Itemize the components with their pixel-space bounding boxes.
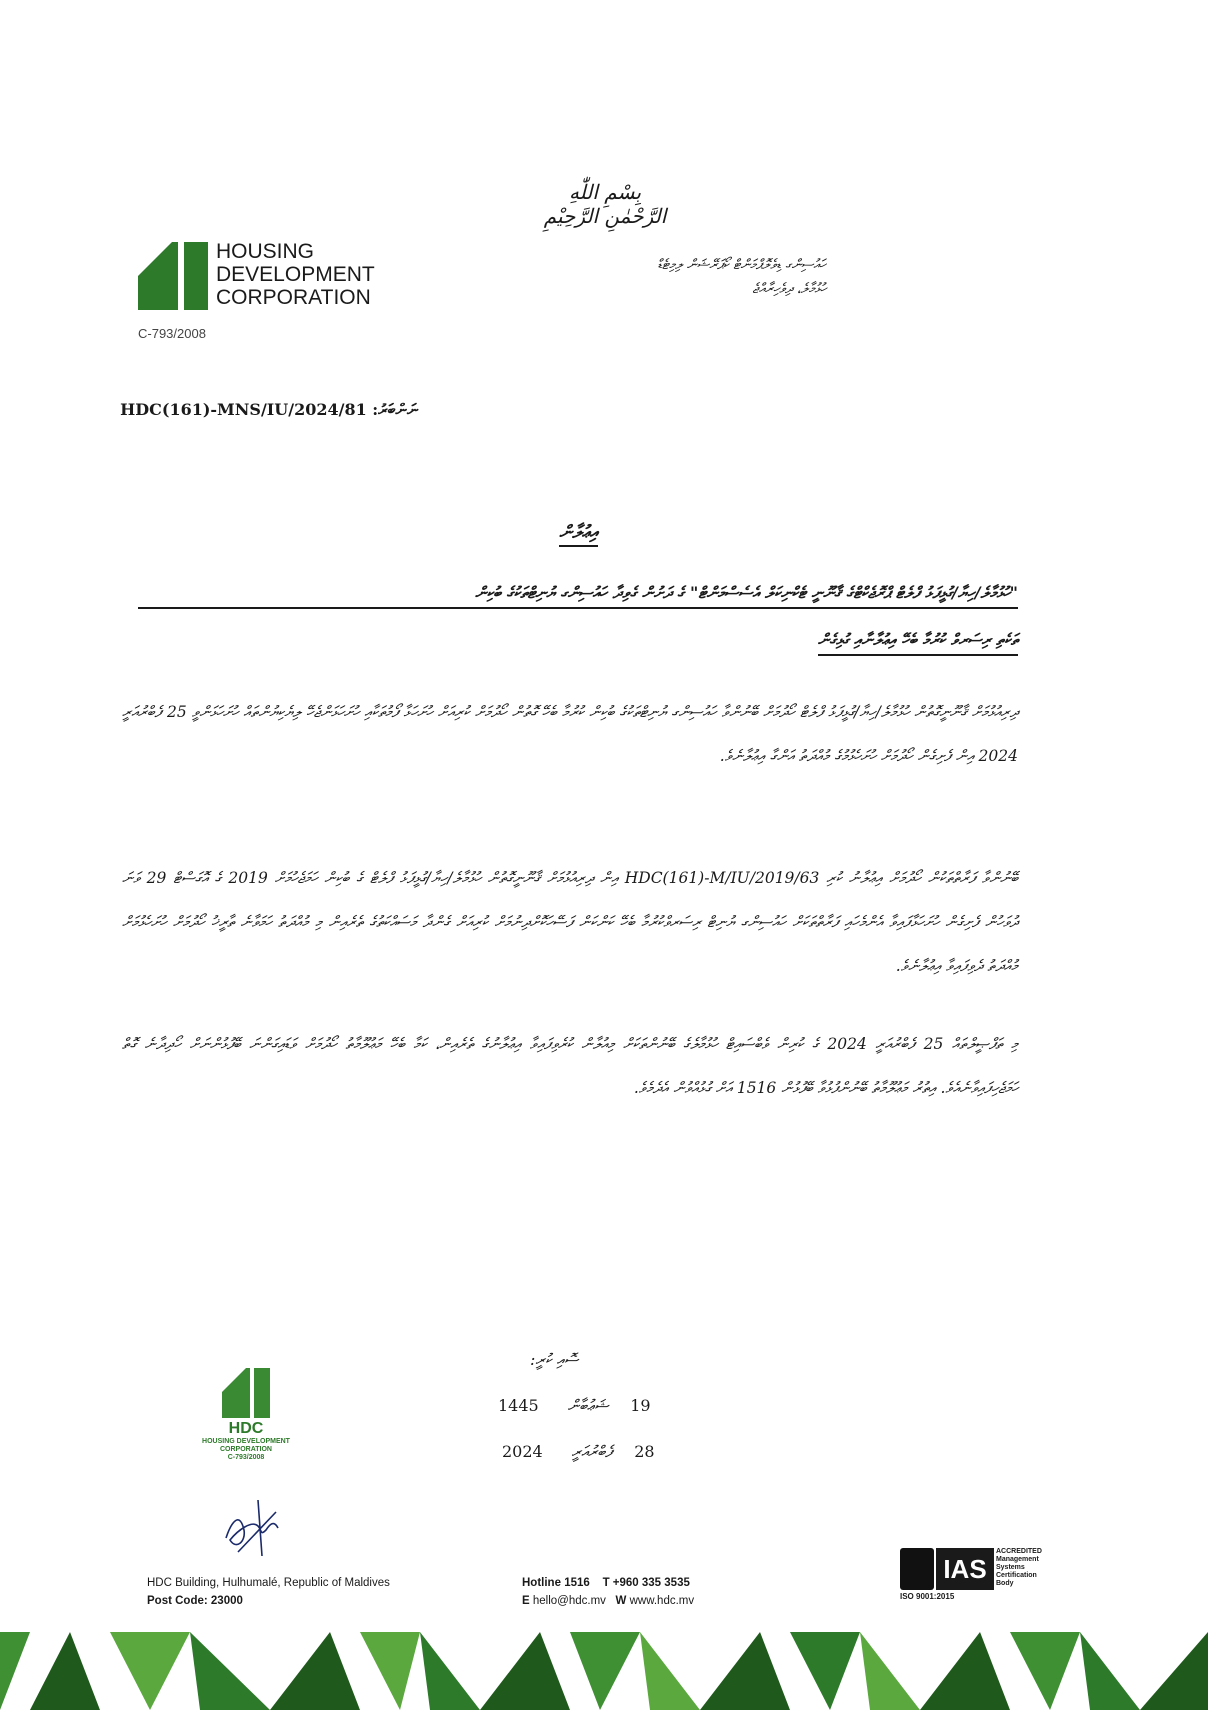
hijri-month: ޝަޢުބާން: [567, 1396, 609, 1415]
hotline-label: Hotline: [522, 1577, 561, 1589]
bismillah: بِسْمِ اللّٰهِ الرَّحْمٰنِ الرَّحِيْمِ: [543, 180, 667, 228]
footer-decorative-band: [0, 1632, 1208, 1710]
logo-wordmark: [216, 240, 375, 309]
logo-line-2: DEVELOPMENT: [216, 263, 375, 286]
paragraph-3-end: އިތުރު މަޢުލޫމާތު ބޭނުންފުޅުވާ ބޭފުޅުން 1516 އަށް ގުޅުއްވުން އެދެމެވެ.: [633, 1079, 936, 1097]
reference-line: [120, 400, 418, 420]
hijri-day: 19: [630, 1396, 651, 1415]
greg-year: 2024: [502, 1442, 543, 1461]
address-line: HDC Building, Hulhumalé, Republic of Maldives: [147, 1577, 390, 1589]
web-label: W: [615, 1595, 627, 1607]
hdc-logo: [138, 240, 375, 310]
cert-accredited-label: ACCREDITED: [996, 1548, 1042, 1555]
paragraph-1-text: ދިރިއުޅުމަށް ޤާނޫނީގޮތުން ހުޅުމާލެ/ހިޔާ/ގުޅީފަޅު ފްލެޓް ހޯދުމަށް ބޭނުންވާ ހައުސިންގ ޔުނިޓްތަކުގެ ބުކިން ކުރުމާ ބެހޭ ގޮތުން ހޯދުމަށް ކުރިއަށް ހުށަހަޅާ ފޯމުތަކާއި ހުށަހަޅަންޖެހޭ ލިޔެކިޔުންތައް ހުށަހަޅަންވީ 25 ފެބްރުއަރީ 2024 އިން ފެށިގެން ހޯދުމަށް ހުށަހެޅުމުގެ މުއްދަތު: [122, 703, 1019, 765]
greg-month: ފެބްރުއަރީ: [571, 1442, 613, 1461]
hijri-year: 1445: [498, 1396, 539, 1415]
stamp-registration: C-793/2008: [227, 1454, 265, 1461]
hotline-number[interactable]: 1516: [564, 1577, 590, 1589]
postcode: 23000: [210, 1595, 243, 1607]
subject-line-1: "ހުޅުމާލެ/ހިޔާ/ގުޅީފަޅު ފްލެޓް ޕްރޮޖެކްޓްގެ ޤާނޫނީ ޓެކްނިކަލް އެސެސްމަންޓް" ގެ ދަށުން ގެވިދާ ހައުސިންގ ޔުނިޓްތަކުގެ ބުކިން: [138, 583, 1018, 609]
email-label: E: [522, 1595, 530, 1607]
stamp-name: HOUSING DEVELOPMENT CORPORATION: [202, 1438, 290, 1453]
gregorian-date: [502, 1442, 655, 1462]
paragraph-1: [122, 690, 1018, 778]
hdc-logo-icon: [138, 242, 208, 310]
cert-accredited: [996, 1548, 1050, 1588]
signed-label: ސޮއި ކުރީ:: [530, 1350, 579, 1369]
footer-contact: [522, 1574, 694, 1610]
hijri-date: [498, 1396, 651, 1416]
email-link[interactable]: hello@hdc.mv: [532, 1595, 606, 1607]
reference-number: HDC(161)-MNS/IU/2024/81: [120, 400, 367, 419]
logo-line-3: CORPORATION: [216, 286, 371, 309]
office-name: ހައުސިންގ ޑިވެލޮޕްމަންޓް ކޯޕަރޭޝަން ލިމިޓެޑް: [657, 257, 826, 273]
cert-description: Management Systems Certification Body: [996, 1556, 1039, 1587]
paragraph-2: [122, 856, 1018, 988]
paragraph-1-end: އަންގާ އިޢުލާނެވެ.: [719, 747, 794, 765]
cert-emblem-icon: [900, 1548, 934, 1590]
reference-label: ނަންބަރު:: [372, 400, 418, 419]
cert-brand: IAS: [936, 1548, 994, 1590]
phone-line: [522, 1574, 694, 1592]
web-line: [522, 1592, 694, 1610]
certification-badge: [900, 1548, 1050, 1602]
subject-line-2: ތަކެތި ރިސަރވް ކުރުމާ ބެހޭ އިޢުލާނާއި ގުޅިގެން: [818, 630, 1018, 656]
signature: [218, 1490, 288, 1560]
paragraph-2-text: ބޭނުންވާ ފަރާތްތަކުން ހޯދުމަށް އިޢުލާނު ކުރި HDC(161)-M/IU/2019/63 އިން ދިރިއުޅުމަށް ޤާނޫނީގޮތުން ހުޅުމާލެ/ހިޔާ/ގުޅީފަޅު ފްލެޓް ގެ ބުކިން ހަމަޖެހުމަށް 2019 ގެ އޮގަސްޓް 29 ވަނަ ދުވަހުން ފެށިގެން ހުށަހަޅާފައިވާ އެންމެހައި ފަރާތްތަކަށް ހައުސިންގ ޔުނިޓް ރިސަރވްކުރުމާ ބެހޭ ކަންކަން ފަސޭހަކޮށްދިނުމަށް ކުރިއަށް ގެންދާ މަސައްކަތުގެ ތެރެއިން މި މުއްދަތު ހަމަވާނެ ތާރީޚު: [122, 869, 1018, 931]
tel-label: T: [602, 1577, 610, 1589]
tel-number[interactable]: +960 335 3535: [612, 1577, 690, 1589]
logo-line-1: HOUSING: [216, 240, 315, 263]
stamp-logo-icon: [222, 1368, 270, 1418]
greg-day: 28: [634, 1442, 655, 1461]
website-link[interactable]: www.hdc.mv: [629, 1595, 695, 1607]
paragraph-3: [122, 1022, 1018, 1110]
paragraph-3-text: މި ތަފްޞީލްތައް 25 ފެބްރުއަރީ 2024 ގެ ކުރިން ވެބްސައިޓް ހުޅުމާލެގެ ބޭނުންތަކަށް މިއުލާން ކުރެވިފައިވާ އިޢުލާނުގެ ތެރެއިން، ކަމާ ބެހޭ މަޢުލޫމާތު ހޯދުމަށް ވަޑައިގަންނަ ބޭފުޅުންނަށް ހޯދިދާނެ ގޮތް ހަމަޖެހިފައިވާނެއެވެ.: [122, 1035, 1018, 1097]
registration-number: C-793/2008: [138, 326, 206, 341]
cert-iso: ISO 9001:2015: [900, 1592, 955, 1601]
office-location: ހުޅުމާލެ، ދިވެހިރާއްޖެ: [752, 281, 826, 297]
paragraph-2-end: ހޯދުމަށް ހުށަހެޅުމަށް މުއްދަތު ދެވިފައިވާ އިޢުލާނެވެ.: [122, 913, 1018, 975]
notice-title: އިޢުލާން: [559, 522, 598, 547]
stamp-abbr: HDC: [228, 1420, 264, 1437]
footer-address: [147, 1574, 390, 1610]
postcode-line: Post Code: 23000: [147, 1595, 243, 1607]
company-stamp: [190, 1368, 302, 1461]
